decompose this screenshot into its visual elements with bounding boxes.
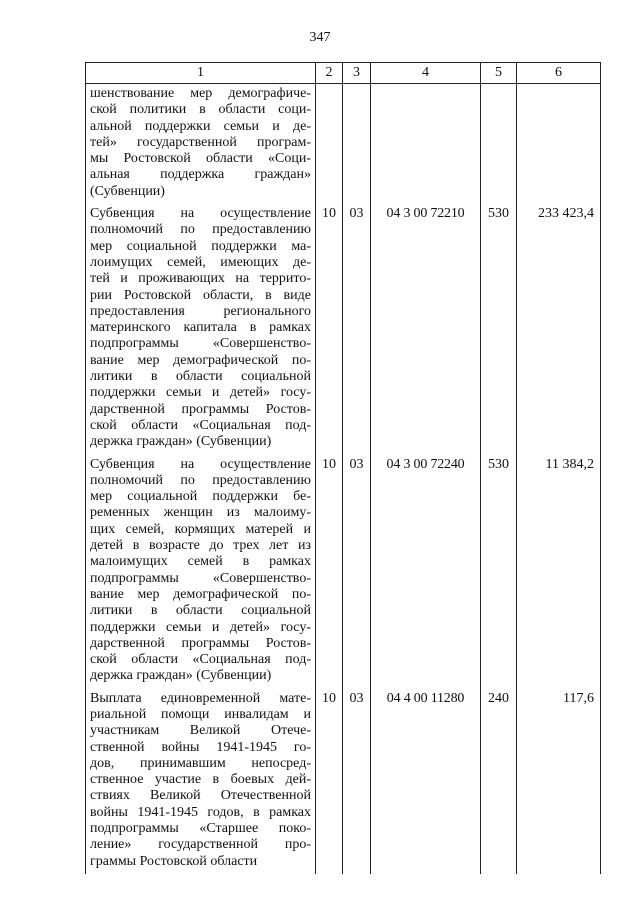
section-code: 10 — [316, 204, 343, 454]
subsection-code: 03 — [343, 204, 371, 454]
row-description — [86, 204, 316, 454]
subsection-code — [343, 84, 371, 205]
header-col-5: 5 — [481, 63, 517, 84]
section-code — [316, 84, 343, 205]
description-line: участникам Великой Отече- — [90, 723, 311, 739]
description-line: шенствование мер демографиче- — [90, 86, 311, 101]
target-article-code — [371, 84, 481, 205]
description-line: малоимущих семей в рамках — [90, 554, 311, 570]
description-line: (Субвенции) — [90, 183, 165, 199]
description-line: полномочий по предоставлению — [90, 222, 311, 238]
description-line: детей в возрасте до трех лет из — [90, 538, 311, 554]
header-row — [86, 63, 601, 84]
header-col-1: 1 — [86, 63, 316, 84]
description-line: Субвенция на осуществление — [90, 456, 311, 472]
description-line: граммы Ростовской области — [90, 853, 258, 869]
expense-type-code: 530 — [481, 455, 517, 689]
row-description — [86, 689, 316, 874]
description-line: подпрограммы «Совершенство- — [90, 336, 311, 352]
header-col-3: 3 — [343, 63, 371, 84]
target-article-code: 04 4 00 11280 — [371, 689, 481, 874]
description-line: литики в области социальной — [90, 603, 311, 619]
amount — [517, 84, 601, 205]
description-line: ременных женщин из малоиму- — [90, 505, 311, 521]
description-line: поддержки семьи и детей» госу- — [90, 385, 311, 401]
description-line: ление» государственной про- — [90, 837, 311, 853]
subsection-code: 03 — [343, 455, 371, 689]
table-row — [86, 689, 601, 874]
description-line: держка граждан» (Субвенции) — [90, 668, 272, 684]
description-line: ственное участие в боевых дей- — [90, 772, 311, 788]
description-line: ствиях Великой Отечественной — [90, 788, 311, 804]
description-line: подпрограммы «Старшее поко- — [90, 821, 311, 837]
description-line: войны 1941-1945 годов, в рамках — [90, 804, 311, 820]
table-row — [86, 84, 601, 205]
row-description — [86, 84, 316, 205]
description-line: вание мер демографической по- — [90, 586, 311, 602]
budget-table — [85, 62, 601, 874]
header-col-4: 4 — [371, 63, 481, 84]
header-col-6: 6 — [517, 63, 601, 84]
description-line: ственной войны 1941-1945 го- — [90, 739, 311, 755]
header-col-2: 2 — [316, 63, 343, 84]
description-line: держка граждан» (Субвенции) — [90, 434, 272, 450]
amount: 233 423,4 — [517, 204, 601, 454]
description-line: альная поддержка граждан» — [90, 167, 311, 183]
target-article-code: 04 3 00 72240 — [371, 455, 481, 689]
description-line: лоимущих семей, имеющих де- — [90, 254, 311, 270]
description-line: литики в области социальной — [90, 369, 311, 385]
description-line: дов, принимавшим непосред- — [90, 755, 311, 771]
target-article-code: 04 3 00 72210 — [371, 204, 481, 454]
description-line: тей и проживающих на террито- — [90, 271, 311, 287]
subsection-code: 03 — [343, 689, 371, 874]
description-line: предоставления регионального — [90, 303, 311, 319]
description-line: мер социальной поддержки ма- — [90, 238, 311, 254]
description-line: мер социальной поддержки бе- — [90, 489, 311, 505]
description-line: ской области «Социальная под- — [90, 652, 311, 668]
description-line: материнского капитала в рамках — [90, 320, 311, 336]
description-line: вание мер демографической по- — [90, 352, 311, 368]
description-line: дарственной программы Ростов- — [90, 635, 311, 651]
table-row — [86, 455, 601, 689]
table-row — [86, 204, 601, 454]
description-line: мы Ростовской области «Соци- — [90, 151, 311, 167]
expense-type-code — [481, 84, 517, 205]
description-line: полномочий по предоставлению — [90, 472, 311, 488]
description-line: подпрограммы «Совершенство- — [90, 570, 311, 586]
description-line: альной поддержки семьи и де- — [90, 118, 311, 134]
expense-type-code: 530 — [481, 204, 517, 454]
row-description — [86, 455, 316, 689]
amount: 11 384,2 — [517, 455, 601, 689]
description-line: щих семей, кормящих матерей и — [90, 521, 311, 537]
description-line: Субвенция на осуществление — [90, 206, 311, 222]
expense-type-code: 240 — [481, 689, 517, 874]
description-line: рии Ростовской области, в виде — [90, 287, 311, 303]
page-number: 347 — [309, 30, 331, 45]
description-line: Выплата единовременной мате- — [90, 690, 311, 706]
description-line: дарственной программы Ростов- — [90, 401, 311, 417]
section-code: 10 — [316, 689, 343, 874]
description-line: ской области «Социальная под- — [90, 417, 311, 433]
amount: 117,6 — [517, 689, 601, 874]
description-line: тей» государственной програм- — [90, 134, 311, 150]
section-code: 10 — [316, 455, 343, 689]
description-line: поддержки семьи и детей» госу- — [90, 619, 311, 635]
description-line: риальной помощи инвалидам и — [90, 706, 311, 722]
description-line: ской политики в области соци- — [90, 102, 311, 118]
